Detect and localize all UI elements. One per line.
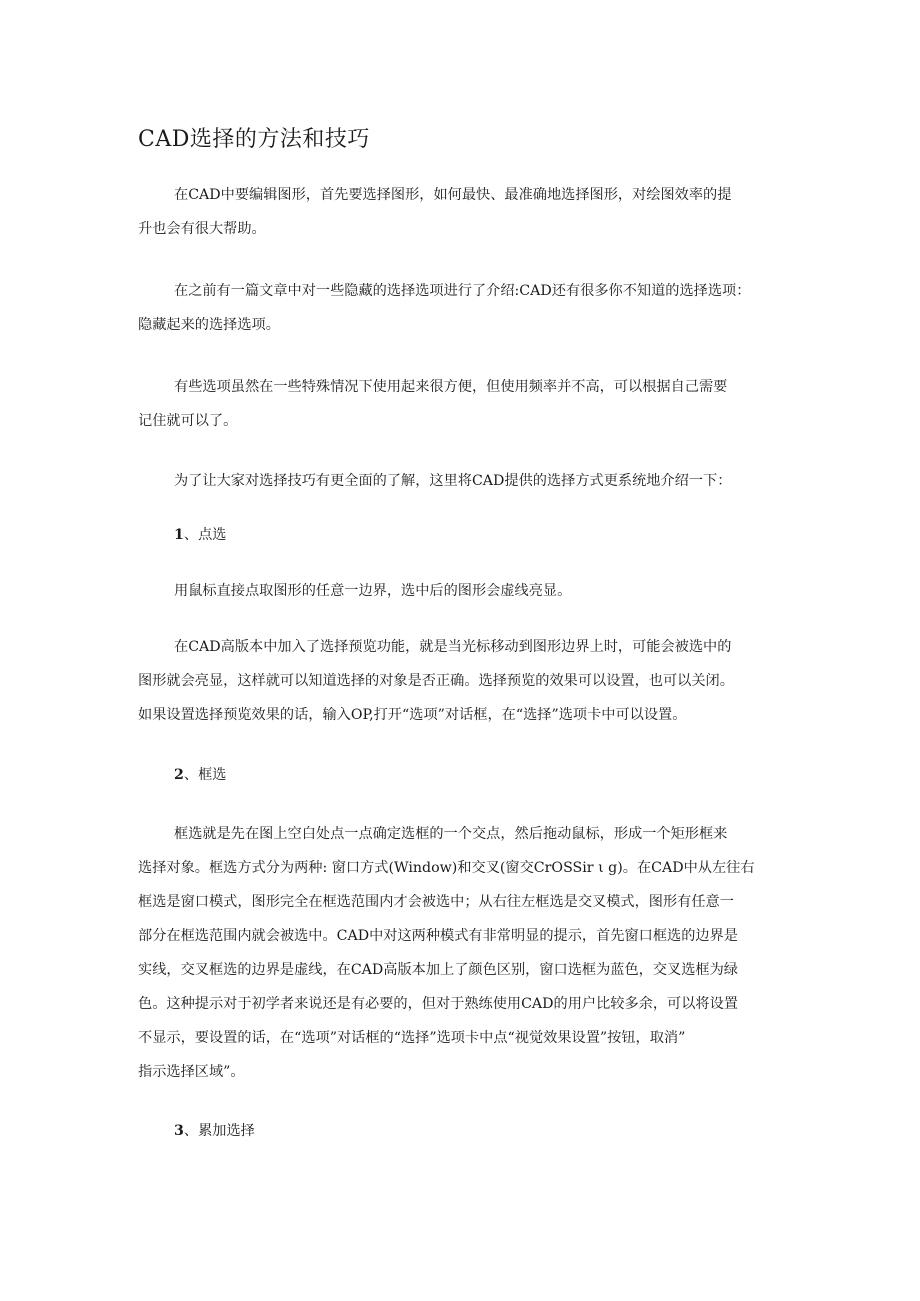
paragraph-box-select xyxy=(138,817,788,1089)
paragraph-line: 图形就会亮显，这样就可以知道选择的对象是否正确。选择预览的效果可以设置，也可以关闭。 xyxy=(138,673,734,689)
paragraph-line: 如果设置选择预览效果的话，输入OP,打开“选项”对话框，在“选择”选项卡中可以设置。 xyxy=(138,707,687,723)
paragraph-line: 隐藏起来的选择选项。 xyxy=(138,317,280,333)
paragraph-line: 为了让大家对选择技巧有更全面的了解，这里将CAD提供的选择方式更系统地介绍一下： xyxy=(174,473,732,489)
section-number: 2 xyxy=(174,767,184,783)
section-label: 、点选 xyxy=(183,527,227,543)
paragraph-line: 指示选择区域”。 xyxy=(138,1064,245,1080)
section-label: 、累加选择 xyxy=(183,1123,255,1139)
paragraph-line: 在CAD高版本中加入了选择预览功能，就是当光标移动到图形边界上时，可能会被选中的 xyxy=(174,639,732,655)
paragraph-line: 框选就是先在图上空白处点一点确定选框的一个交点，然后拖动鼠标，形成一个矩形框来 xyxy=(174,826,728,842)
paragraph-line: 不显示，要设置的话，在“选项”对话框的“选择”选项卡中点“视觉效果设置”按钮，取消” xyxy=(138,1030,686,1046)
paragraph-line: 用鼠标直接点取图形的任意一边界，选中后的图形会虚线亮显。 xyxy=(174,583,572,599)
section-number: 3 xyxy=(174,1123,184,1139)
section-heading-cumulative-select xyxy=(138,1114,788,1148)
section-heading-box-select xyxy=(138,758,788,792)
paragraph-line: 在CAD中要编辑图形，首先要选择图形，如何最快、最准确地选择图形，对绘图效率的提 xyxy=(174,187,732,203)
paragraph-selection-preview xyxy=(138,630,788,732)
paragraph-line: 升也会有很大帮助。 xyxy=(138,221,266,237)
paragraph-line: 在之前有一篇文章中对一些隐藏的选择选项进行了介绍:CAD还有很多你不知道的选择选项： xyxy=(174,283,751,299)
paragraph-line: 实线，交叉框选的边界是虚线，在CAD高版本加上了颜色区别，窗口选框为蓝色，交叉选框为绿 xyxy=(138,962,738,978)
paragraph-line: 记住就可以了。 xyxy=(138,413,238,429)
section-number: 1 xyxy=(174,527,184,543)
paragraph-line: 部分在框选范围内就会被选中。CAD中对这两种模式有非常明显的提示，首先窗口框选的边界是 xyxy=(138,928,738,944)
paragraph-previous-article xyxy=(138,274,788,342)
section-label: 、框选 xyxy=(183,767,227,783)
paragraph-overview xyxy=(138,464,788,498)
paragraph-line: 选择对象。框选方式分为两种: 窗口方式(Window)和交叉(窗交CrOSSir ι g)。在CAD中从左往右 xyxy=(138,860,755,876)
paragraph-options-usage xyxy=(138,370,788,438)
paragraph-line: 框选是窗口模式，图形完全在框选范围内才会被选中；从右往左框选是交叉模式，图形有任意一 xyxy=(138,894,734,910)
paragraph-line: 色。这种提示对于初学者来说还是有必要的，但对于熟练使用CAD的用户比较多余，可以将设置 xyxy=(138,996,738,1012)
paragraph-point-select xyxy=(138,574,788,608)
document-title: CAD选择的方法和技巧 xyxy=(138,127,370,152)
section-heading-point-select xyxy=(138,518,788,552)
paragraph-intro xyxy=(138,178,788,246)
paragraph-line: 有些选项虽然在一些特殊情况下使用起来很方便，但使用频率并不高，可以根据自己需要 xyxy=(174,379,728,395)
